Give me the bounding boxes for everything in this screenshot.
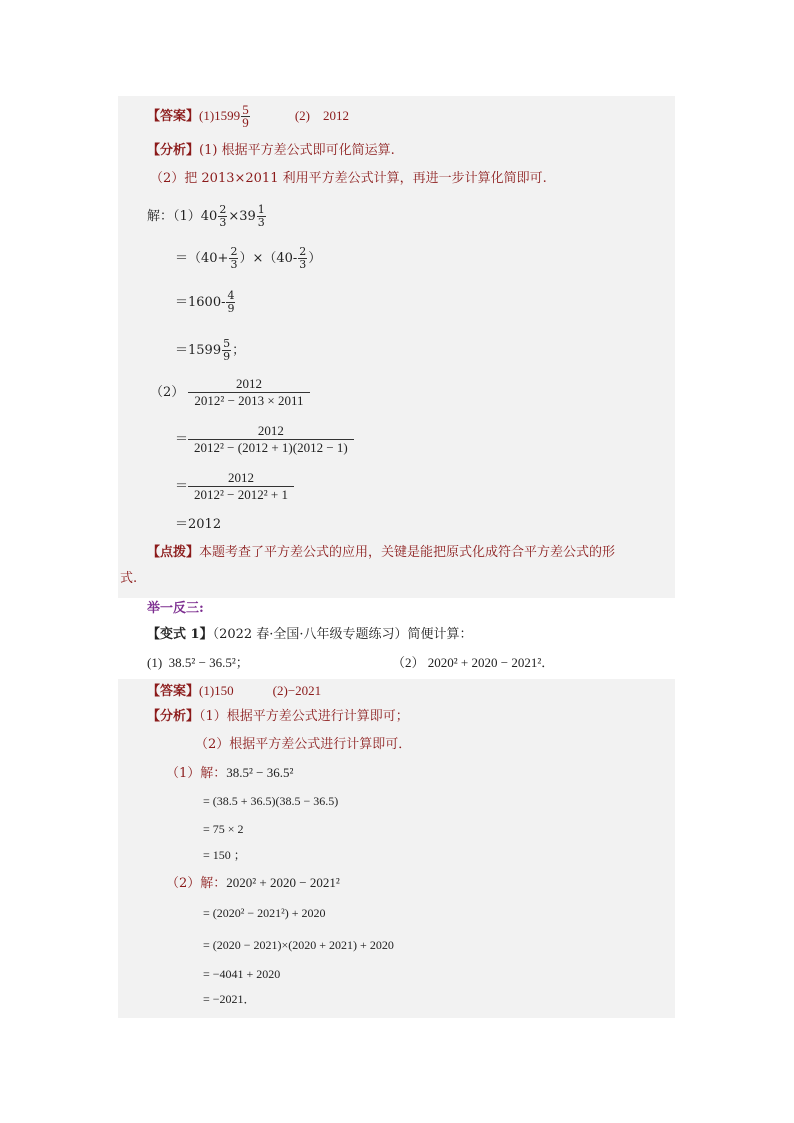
tip-text: 本题考查了平方差公式的应用，关键是能把原式化成符合平方差公式的形 [199,545,616,560]
tip-text-2: 式. [120,571,138,586]
analysis-text-1: (1) 根据平方差公式即可化简运算. [199,143,395,158]
sol3-step-4: = −4041 + 2020 [203,967,281,981]
practice-title: 举一反三: [147,601,204,616]
big-fraction: $\frac{2012}{\text{2012² − (2012 + 1)(2012 − 1)}}$ [188,423,354,456]
fraction: $\frac{4}{9}$ [227,289,235,315]
sol3-step-3: = (2020 − 2021)×(2020 + 2021) + 2020 [203,938,394,952]
fraction: $\frac{2}{3}$ [219,203,227,229]
answer-part2: (2) 2012 [294,108,349,123]
variant-tag: 【变式 1】 [147,627,213,642]
sol2-step-3: = 75 × 2 [203,822,244,836]
step-4: ＝1599 $\frac{5}{9}$ ； [175,337,246,363]
variant-line [147,626,473,644]
sol2-step-1: （1）解：38.5² − 36.5² [166,765,294,781]
question-2: （2） 2020² + 2020 − 2021²． [392,655,555,670]
part2-step-3: ＝ $\frac{2012}{\text{2012² − 2012² + 1}}$ [175,470,294,503]
sol3-step-2: = (2020² − 2021²) + 2020 [203,906,326,920]
part2-step-2: ＝ $\frac{2012}{\text{2012² − (2012 + 1)(2012 − 1)}}$ [175,423,354,456]
answer-line-2: 【答案】(1)150 (2)−2021 [147,683,322,699]
analysis-text-2b: （2）根据平方差公式进行计算即可． [195,737,412,752]
sol3-step-1: （2）解：2020² + 2020 − 2021² [166,875,340,891]
step-2: ＝（40+ $\frac{2}{3}$ ）×（40- $\frac{2}{3}$ ） [175,245,322,271]
step-1: 解：（1）40 $\frac{2}{3}$ ×39 $\frac{1}{3}$ [147,203,265,229]
fraction: $\frac{2}{3}$ [230,245,238,271]
answer-text: (1)150 (2)−2021 [199,683,322,698]
sol2-step-2: = (38.5 + 36.5)(38.5 − 36.5) [203,794,339,808]
step-3: ＝1600- $\frac{4}{9}$ [175,289,235,315]
answer-fraction: $\frac{5}{9}$ [242,102,249,130]
answer-part1: (1)1599 [199,108,241,123]
fraction: $\frac{5}{9}$ [223,337,231,363]
big-fraction: $\frac{2012}{\text{2012² − 2012² + 1}}$ [188,470,294,503]
answer-line-1 [147,104,349,129]
analysis-line-2: 【分析】（1）根据平方差公式进行计算即可； [147,709,409,724]
variant-source: （2022 春·全国·八年级专题练习）简便计算： [212,627,473,642]
fraction: $\frac{2}{3}$ [299,245,307,271]
analysis-tag: 【分析】 [147,143,200,158]
tip-tag: 【点拨】 [147,545,200,560]
sol3-step-5: = −2021． [203,992,256,1006]
part2-result: ＝2012 [175,517,222,532]
fraction: $\frac{1}{3}$ [257,203,265,229]
analysis-line-1 [147,142,395,160]
tip-line [147,544,615,562]
analysis-text-2: （2）把 2013×2011 利用平方差公式计算，再进一步计算化简即可. [150,171,547,186]
big-fraction: $\frac{2012}{\text{2012² − 2013 × 2011}}$ [188,376,309,409]
solution-block-2 [118,679,675,1018]
sol2-step-4: = 150 ； [203,848,246,862]
part2-step-1: （2） $\frac{2012}{\text{2012² − 2013 × 2011}}$ [150,376,310,409]
answer-tag: 【答案】 [147,109,200,124]
question-1: (1) 38.5² − 36.5²； [147,655,249,670]
